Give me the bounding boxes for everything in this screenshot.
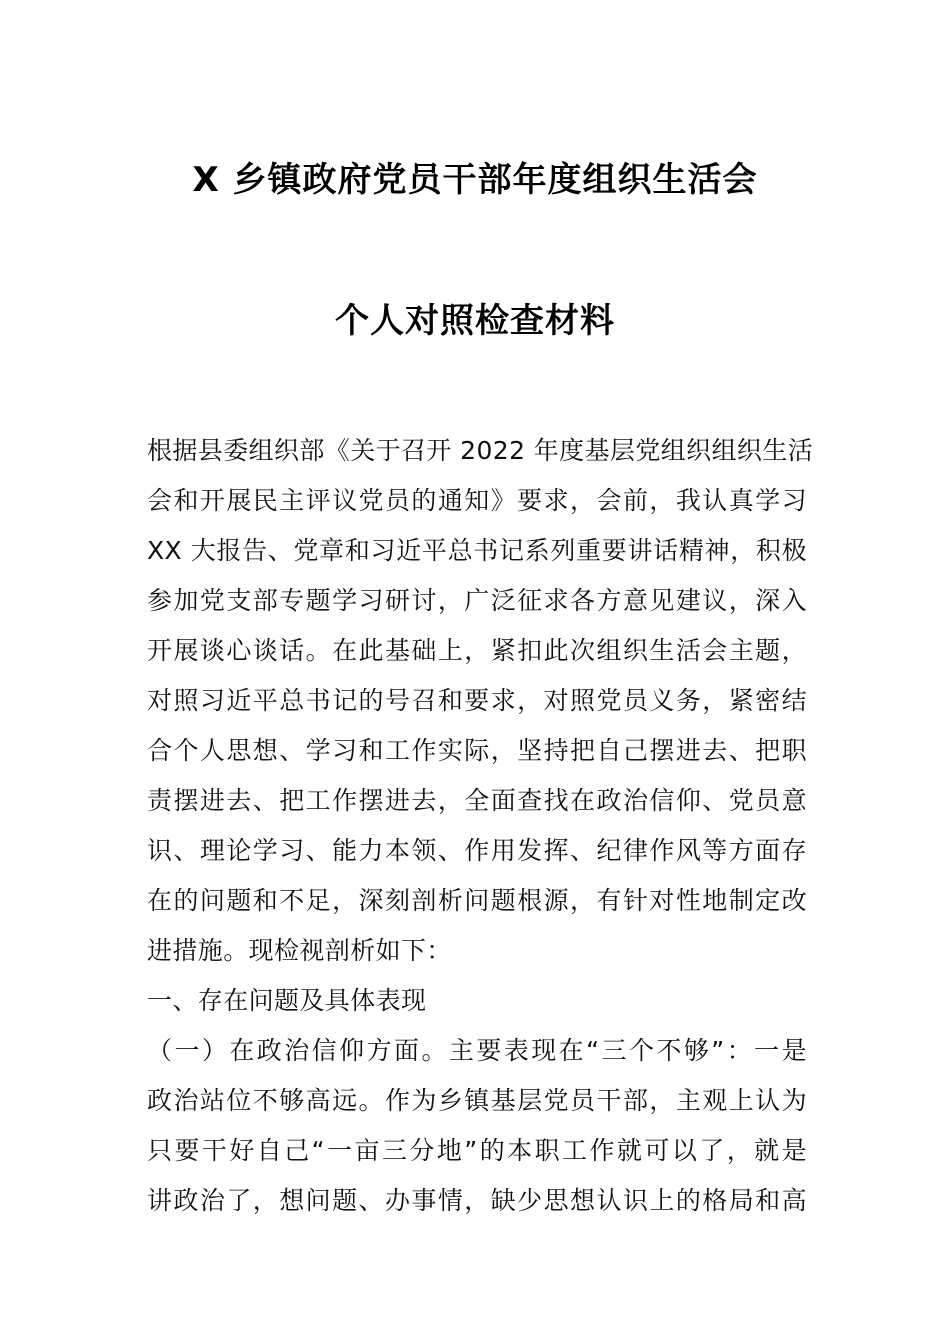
body-line: 开展谈心谈话。在此基础上，紧扣此次组织生活会主题， (147, 636, 807, 665)
body-line: 在的问题和不足，深刻剖析问题根源，有针对性地制定改 (147, 886, 807, 915)
body-line: 责摆进去、把工作摆进去，全面查找在政治信仰、党员意 (147, 786, 807, 815)
body-line: 讲政治了，想问题、办事情，缺少思想认识上的格局和高 (147, 1186, 807, 1215)
body-line: 进措施。现检视剖析如下： (147, 936, 452, 965)
document-title: X 乡镇政府党员干部年度组织生活会 (192, 160, 758, 200)
document-body (147, 426, 814, 1226)
body-line: 对照习近平总书记的号召和要求，对照党员义务，紧密结 (147, 686, 807, 715)
document-subtitle: 个人对照检查材料 (335, 301, 615, 341)
body-line: 根据县委组织部《关于召开 2022 年度基层党组织组织生活 (147, 436, 814, 465)
body-line: XX 大报告、党章和习近平总书记系列重要讲话精神，积极 (147, 536, 807, 565)
body-line: 政治站位不够高远。作为乡镇基层党员干部，主观上认为 (147, 1086, 807, 1115)
body-line: （一）在政治信仰方面。主要表现在“三个不够”：一是 (147, 1036, 807, 1065)
body-line: 只要干好自己“一亩三分地”的本职工作就可以了，就是 (147, 1136, 807, 1165)
body-line: 会和开展民主评议党员的通知》要求，会前，我认真学习 (147, 486, 807, 515)
body-line: 识、理论学习、能力本领、作用发挥、纪律作风等方面存 (147, 836, 807, 865)
section-heading: 一、存在问题及具体表现 (147, 986, 427, 1015)
body-line: 参加党支部专题学习研讨，广泛征求各方意见建议，深入 (147, 586, 807, 615)
body-line: 合个人思想、学习和工作实际，坚持把自己摆进去、把职 (147, 736, 807, 765)
